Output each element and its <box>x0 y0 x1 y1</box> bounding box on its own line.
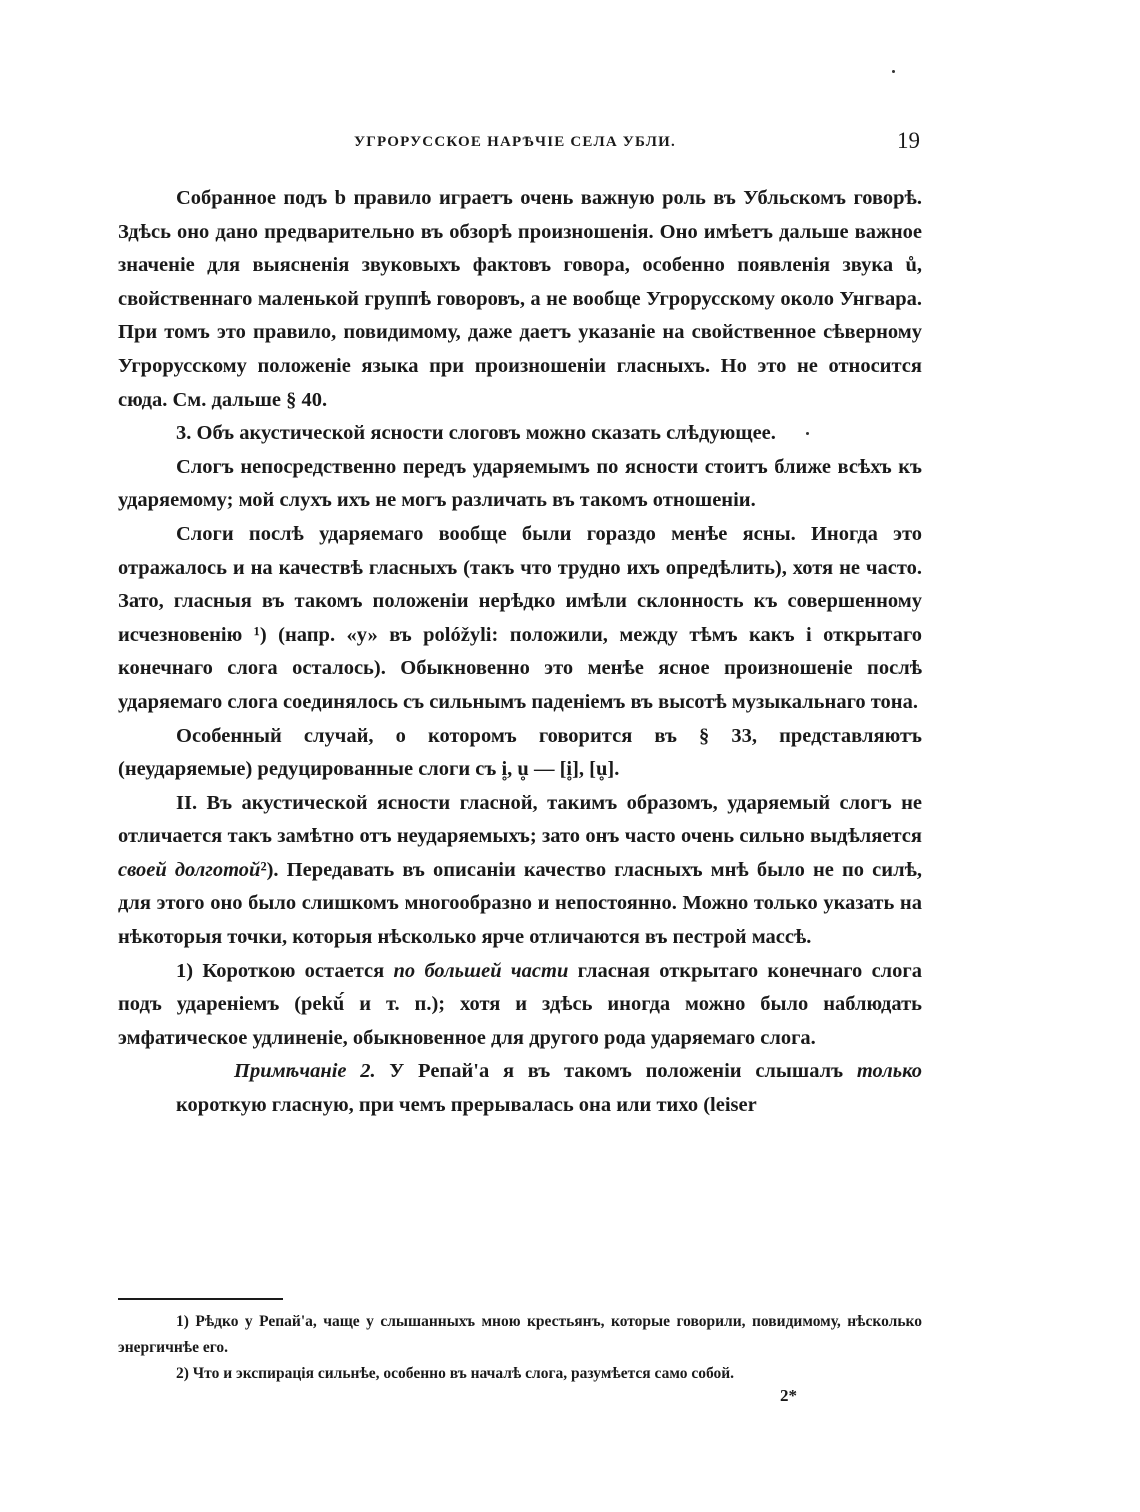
footnote: 2) Что и экспирація сильнѣе, особенно въ началѣ слога, разумѣется само собой. <box>176 1365 735 1382</box>
paragraph: Собранное подъ b правило играетъ очень важную роль въ Убльскомъ говорѣ. Здѣсь оно дано предварительно въ обзорѣ произношенія. Оно имѣетъ дальше важное значеніе для выясненія звуковыхъ фактовъ говора, особенно появленія звука ů, свойственнаго маленькой группѣ говоровъ, а не вообще Угрорусскому около Унгвара. При томъ это правило, повидимому, даже даетъ указаніе на свойственное сѣверному Угрорусскому положеніе языка при произношеніи гласныхъ. Но это не относится сюда. См. дальше § 40. <box>118 187 922 411</box>
emphasis: только <box>856 1060 923 1083</box>
paragraph: Особенный случай, о которомъ говорится въ § 33, представляютъ (неударяемые) редуцированные слоги съ i̥, u̥ — [i̥], [u̥]. <box>118 724 922 781</box>
note-paragraph <box>118 1055 922 1122</box>
footnotes <box>118 1309 922 1387</box>
print-speck <box>806 432 809 435</box>
running-title: УГРОРУССКОЕ НАРѢЧІЕ СЕЛА УБЛИ. <box>354 134 676 150</box>
paragraph: Слоги послѣ ударяемаго вообще были гораздо менѣе ясны. Иногда это отражалось и на качествѣ гласныхъ (такъ что трудно ихъ опредѣлить), хотя не часто. Зато, гласныя въ такомъ положеніи нерѣдко имѣли склонность къ совершенному исчезновенію ¹) (напр. «у» въ polóžyli: положили, между тѣмъ какъ i открытаго конечнаго слога осталось). Обыкновенно это менѣе ясное произношеніе послѣ ударяемаго слога соединялось съ сильнымъ паденіемъ въ высотѣ музыкальнаго тона. <box>118 522 922 713</box>
paragraph: 3. Объ акустической ясности слоговъ можно сказать слѣдующее. <box>176 422 776 445</box>
footnote: 1) Рѣдко у Репай'а, чаще у слышанныхъ мною крестьянъ, которые говорили, повидимому, нѣсколько энергичнѣе его. <box>118 1313 922 1356</box>
paragraph <box>118 955 922 1056</box>
text-run: короткую гласную, при чемъ прерывалась она или тихо (leiser <box>176 1094 757 1117</box>
text-run: II. Въ акустической ясности гласной, такимъ образомъ, ударяемый слогъ не отличается такъ замѣтно отъ неударяемыхъ; зато онъ часто очень сильно выдѣляется <box>118 791 922 848</box>
paragraph: Слогъ непосредственно передъ ударяемымъ по ясности стоитъ ближе всѣхъ къ ударяемому; мой слухъ ихъ не могъ различать въ такомъ отношеніи. <box>118 455 922 512</box>
signature-mark: 2* <box>780 1386 797 1405</box>
footnote-rule <box>118 1298 283 1300</box>
text-run: ²). Передавать въ описаніи качество гласныхъ мнѣ было не по силѣ, для этого оно было слишкомъ многообразно и непостоянно. Можно только указать на нѣкоторыя точки, которыя нѣсколько ярче отличаются въ пестрой массѣ. <box>118 858 923 949</box>
text-run: гласная открытаго конечнаго слога подъ удареніемъ (pekŭ́ и т. п.); хотя и здѣсь иногда можно было наблюдать эмфатическое удлиненіе, обыкновенное для другого рода ударяемаго слога. <box>118 959 922 1049</box>
paragraph <box>118 787 922 955</box>
print-speck <box>892 70 895 73</box>
note-label: Примѣчаніе 2. <box>234 1060 376 1083</box>
body-text <box>118 182 922 1123</box>
emphasis: своей долготой <box>118 858 261 881</box>
emphasis: по большей части <box>393 959 569 982</box>
page-number: 19 <box>897 128 920 153</box>
page-header <box>116 128 924 162</box>
text-run: У Репай'а я въ такомъ положеніи слышалъ <box>375 1060 857 1083</box>
text-run: 1) Короткою остается <box>176 959 394 982</box>
